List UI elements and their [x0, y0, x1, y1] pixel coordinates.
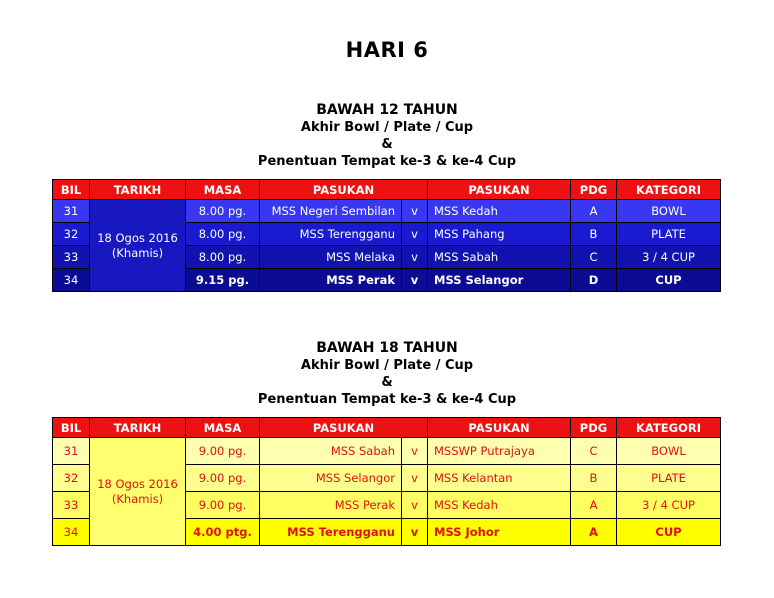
cell-masa: 4.00 ptg.	[186, 519, 260, 546]
day-text: (Khamis)	[111, 491, 164, 506]
cell-kategori: 3 / 4 CUP	[617, 492, 721, 519]
cell-away-team: MSS Pahang	[428, 223, 571, 246]
cell-masa: 8.00 pg.	[186, 246, 260, 269]
cell-kategori: CUP	[617, 519, 721, 546]
section-subtitle: Akhir Bowl / Plate / Cup	[300, 358, 474, 373]
header-tarikh: TARIKH	[90, 180, 186, 200]
cell-home-team: MSS Perak	[260, 269, 402, 292]
cell-home-team: MSS Sabah	[260, 438, 402, 465]
cell-masa: 9.00 pg.	[186, 438, 260, 465]
cell-bil: 32	[53, 465, 90, 492]
cell-home-team: MSS Selangor	[260, 465, 402, 492]
section-subtitle-2: Penentuan Tempat ke-3 & ke-4 Cup	[257, 154, 517, 169]
header-pasukan-home: PASUKAN	[260, 180, 428, 200]
header-pasukan-away: PASUKAN	[428, 180, 571, 200]
cell-bil: 31	[53, 200, 90, 223]
cell-pdg: C	[571, 438, 617, 465]
cell-bil: 34	[53, 519, 90, 546]
cell-vs: v	[402, 492, 428, 519]
header-pasukan-away: PASUKAN	[428, 418, 571, 438]
header-kategori: KATEGORI	[617, 418, 721, 438]
cell-bil: 34	[53, 269, 90, 292]
header-tarikh: TARIKH	[90, 418, 186, 438]
cell-masa: 8.00 pg.	[186, 223, 260, 246]
section-heading-u18	[0, 339, 774, 408]
header-pdg: PDG	[571, 180, 617, 200]
table-header-row	[53, 418, 721, 438]
cell-home-team: MSS Terengganu	[260, 519, 402, 546]
schedule-table-u12	[52, 179, 721, 292]
table-row	[53, 200, 721, 223]
cell-pdg: A	[571, 200, 617, 223]
cell-kategori: CUP	[617, 269, 721, 292]
header-pdg: PDG	[571, 418, 617, 438]
cell-kategori: PLATE	[617, 223, 721, 246]
cell-kategori: PLATE	[617, 465, 721, 492]
cell-kategori: BOWL	[617, 200, 721, 223]
section-ampersand: &	[381, 137, 393, 152]
section-title: BAWAH 12 TAHUN	[316, 102, 458, 118]
cell-bil: 32	[53, 223, 90, 246]
section-subtitle: Akhir Bowl / Plate / Cup	[300, 120, 474, 135]
cell-away-team: MSS Kedah	[428, 200, 571, 223]
cell-vs: v	[402, 519, 428, 546]
cell-masa: 8.00 pg.	[186, 200, 260, 223]
cell-home-team: MSS Negeri Sembilan	[260, 200, 402, 223]
section-subtitle-2: Penentuan Tempat ke-3 & ke-4 Cup	[257, 392, 517, 407]
cell-pdg: C	[571, 246, 617, 269]
cell-vs: v	[402, 438, 428, 465]
cell-away-team: MSS Kedah	[428, 492, 571, 519]
cell-bil: 31	[53, 438, 90, 465]
cell-tarikh	[90, 200, 186, 292]
cell-vs: v	[402, 269, 428, 292]
section-title: BAWAH 18 TAHUN	[316, 340, 458, 356]
section-ampersand: &	[381, 375, 393, 390]
cell-masa: 9.15 pg.	[186, 269, 260, 292]
cell-bil: 33	[53, 492, 90, 519]
date-text: 18 Ogos 2016	[97, 476, 178, 491]
table-row	[53, 438, 721, 465]
cell-pdg: D	[571, 269, 617, 292]
cell-away-team: MSSWP Putrajaya	[428, 438, 571, 465]
header-bil: BIL	[53, 418, 90, 438]
header-masa: MASA	[186, 418, 260, 438]
cell-tarikh	[90, 438, 186, 546]
cell-pdg: B	[571, 465, 617, 492]
header-pasukan-home: PASUKAN	[260, 418, 428, 438]
page-title: HARI 6	[345, 38, 429, 62]
cell-kategori: BOWL	[617, 438, 721, 465]
cell-away-team: MSS Kelantan	[428, 465, 571, 492]
date-text: 18 Ogos 2016	[97, 230, 178, 245]
cell-bil: 33	[53, 246, 90, 269]
cell-home-team: MSS Perak	[260, 492, 402, 519]
cell-vs: v	[402, 223, 428, 246]
cell-pdg: B	[571, 223, 617, 246]
header-bil: BIL	[53, 180, 90, 200]
schedule-table-u18	[52, 417, 721, 546]
cell-home-team: MSS Terengganu	[260, 223, 402, 246]
day-text: (Khamis)	[111, 245, 164, 260]
cell-vs: v	[402, 465, 428, 492]
cell-away-team: MSS Johor	[428, 519, 571, 546]
cell-masa: 9.00 pg.	[186, 465, 260, 492]
section-heading-u12	[0, 101, 774, 170]
header-kategori: KATEGORI	[617, 180, 721, 200]
cell-masa: 9.00 pg.	[186, 492, 260, 519]
cell-away-team: MSS Selangor	[428, 269, 571, 292]
cell-vs: v	[402, 246, 428, 269]
header-masa: MASA	[186, 180, 260, 200]
cell-home-team: MSS Melaka	[260, 246, 402, 269]
cell-away-team: MSS Sabah	[428, 246, 571, 269]
cell-pdg: A	[571, 519, 617, 546]
table-header-row	[53, 180, 721, 200]
cell-pdg: A	[571, 492, 617, 519]
cell-vs: v	[402, 200, 428, 223]
cell-kategori: 3 / 4 CUP	[617, 246, 721, 269]
